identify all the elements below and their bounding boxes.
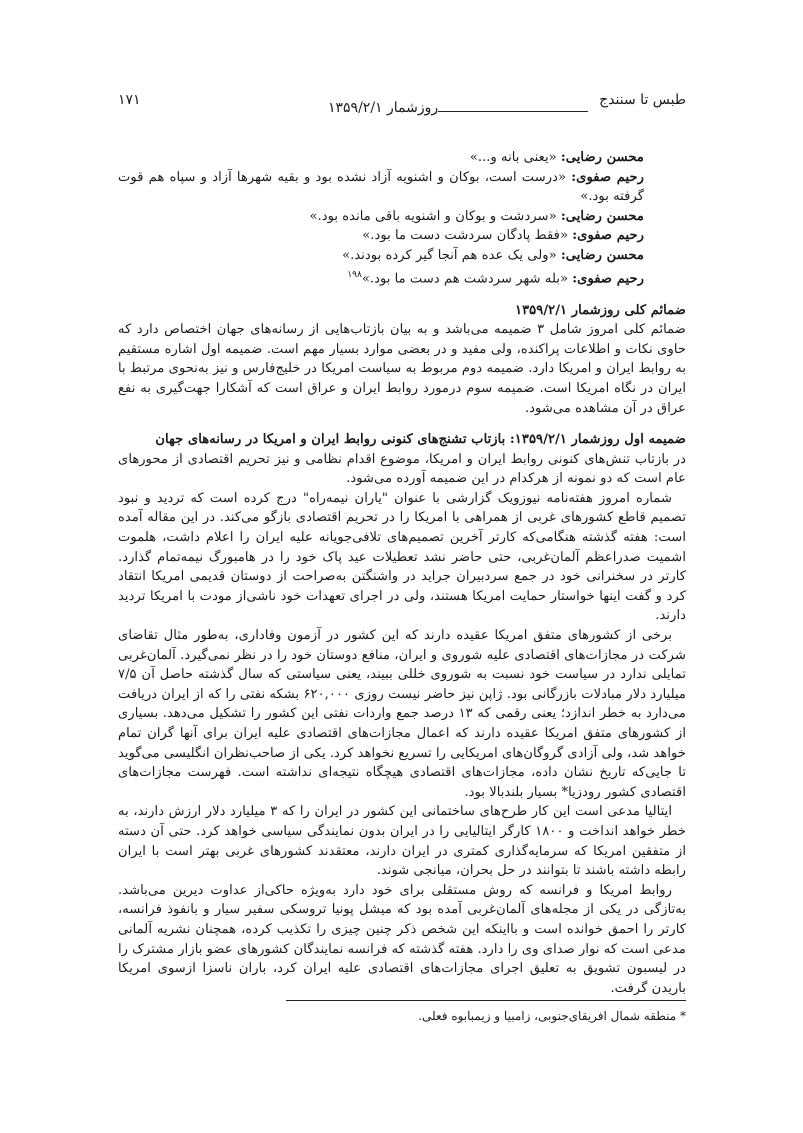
paragraph: برخی از کشورهای متفق امریکا عقیده دارند که این کشور در آزمون وفاداری، به‌طور مثال تقاضای شرکت در مجازات‌های اقتصادی علیه شوروی و ایران، منافع دوستان خود را در نظر نمی‌گیرد. آلمان‌غربی تمایلی ندارد در سیاست خود نسبت به شوروی خللی ببیند، یعنی سیاستی که سال گذشته حاصل آن ۷/۵ میلیارد دلار مبادلات بازرگانی بود. ژاپن نیز حاضر نیست روزی ۶۲۰,۰۰۰ بشکه نفتی را که از ایران دریافت می‌دارد به خطر اندازد؛ یعنی رقمی که ۱۳ درصد جمع واردات نفتی این کشور را تشکیل می‌دهد. بسیاری از کشورهای متفق امریکا عقیده دارند که اعمال مجازات‌های اقتصادی علیه ایران برای آنها گران تمام خواهد شد، ولی آزادی گروگان‌های امریکایی را تسریع نخواهد کرد. یکی از صاحب‌نظران انگلیسی می‌گوید تا جایی‌که تاریخ نشان داده، مجازات‌های اقتصادی هیچگاه نتیجه‌ای نداشته است. فهرست مجازات‌های اقتصادی کشور رودزیا* بسیار بلندبالا بود. <box>118 628 686 800</box>
section-paragraph: ضمائم کلی امروز شامل ۳ ضمیمه می‌باشد و به بیان بازتاب‌هایی از رسانه‌های جهان اختصاص دارد که حاوی نکات و اطلاعات پراکنده، ولی مفید و در بعضی موارد بسیار مهم است. ضمیمه اول اشاره مستقیم به روابط ایران و امریکا دارد. ضمیمه دوم مربوط به سیاست امریکا در خلیج‌فارس و نیز به‌نحوی مرتبط با ایران در نگاه امریکا است. ضمیمه سوم درمورد روابط ایران و عراق است که آشکارا جهت‌گیری به نفع عراق در آن مشاهده می‌شود. <box>118 322 686 416</box>
paragraph: شماره امروز هفته‌نامه نیوزویک گزارشی با عنوان "یاران نیمه‌راه" درج کرده است که تردید و نبود تصمیم قاطع کشورهای غربی از همراهی با امریکا را در تحریم اقتصادی بازگو می‌کند. در این مقاله آمده است: هفته گذشته هنگامی‌که کارتر آخرین تصمیم‌های تلافی‌جویانه علیه ایران را اعلام داشت، هلموت اشمیت صدراعظم آلمان‌غربی، حتی حاضر نشد تعطیلات عید پاک خود را در هامبورگ نیمه‌تمام گذارد. کارتر در سخنرانی خود در جمع سردبیران جراید در واشنگتن به‌صراحت از دوستان قدیمی امریکا انتقاد کرد و گفت اینها خواستار حمایت امریکا هستند، ولی در اجرای تعهدات خود ناشی‌از مودت با امریکا تردید دارند. <box>118 490 686 624</box>
footnote: * منطقه شمال افریقای‌جنوبی، زامبیا و زیمبابوه فعلی. <box>418 1009 686 1024</box>
note-reference: ۱۹۸ <box>347 269 362 280</box>
dialog-line <box>118 148 644 168</box>
speaker: رحیم صفوی: <box>572 228 644 244</box>
page-body <box>118 148 686 1027</box>
utterance: «ولی یک عده هم آنجا گیر کرده بودند.» <box>342 247 561 263</box>
utterance: «بله شهر سردشت هم دست ما بود.» <box>361 270 573 286</box>
page-header <box>118 92 686 120</box>
paragraph: روابط امریکا و فرانسه که روش مستقلی برای خود دارد به‌ویژه حاکی‌از عداوت دیرین می‌باشد. به‌تازگی در یکی از مجله‌های آلمان‌غربی آمده بود که میشل پونیا تروسکی سفیر سیار و بانفوذ فرانسه، کارتر را احمق خوانده است و بااینکه این شخص ذکر چنین چیزی را تکذیب کرده، همچنان نشریه آلمانی مدعی است که نوار صدای وی را دارد. هفته گذشته که فرانسه نمایندگان کشورهای عضو بازار مشترک را در لیسبون تشویق به تعلیق اجرای مجازات‌های اقتصادی علیه ایران کرد، باران ناسزا ازسوی امریکا باریدن گرفت. <box>117 882 686 996</box>
dialog-line <box>118 168 644 207</box>
dialog-line <box>118 246 644 266</box>
utterance: «درست است، بوکان و اشنویه آزاد نشده بود و بقیه شهرها آزاد و سپاه هم قوت گرفته بود.» <box>118 169 644 205</box>
dialog-block <box>118 148 644 289</box>
book-title: طبس تا سنندج <box>599 92 686 108</box>
speaker: محسن رضایی: <box>560 247 644 263</box>
header-rule <box>438 111 588 112</box>
appendix-heading: ضمیمه اول روزشمار ۱۳۵۹/۲/۱: بازتاب تشنج‌های کنونی روابط ایران و امریکا در رسانه‌های جهان <box>155 432 686 448</box>
footnote-rule <box>286 1000 686 1001</box>
dialog-line <box>118 207 644 227</box>
utterance: «یعنی بانه و...» <box>469 150 561 165</box>
paragraph: ایتالیا مدعی است این کار طرح‌های ساختمانی این کشور در ایران را که ۳ میلیارد دلار ارزش دارند، به خطر خواهد انداخت و ۱۸۰۰ کارگر ایتالیایی را در ایران بدون نمایندگی سیاسی خواهد کرد. حتی آن دسته از متفقین امریکا که سرمایه‌گذاری کمتری در ایران دارند، معتقدند کشورهای غربی بهتر است با ایران رابطه داشته باشند تا بتوانند در حل بحران، میانجی شوند. <box>118 804 686 879</box>
utterance: «سردشت و بوکان و اشنویه باقی مانده بود.» <box>309 208 561 224</box>
paragraph: در بازتاب تنش‌های کنونی روابط ایران و امریکا، موضوع اقدام نظامی و نیز تحریم اقتصادی از محورهای عام است که دو نمونه از هرکدام در این ضمیمه آورده می‌شود. <box>118 451 686 487</box>
speaker: محسن رضایی: <box>560 150 644 165</box>
speaker: محسن رضایی: <box>560 208 644 224</box>
utterance: «فقط پادگان سردشت دست ما بود.» <box>362 228 573 244</box>
speaker: رحیم صفوی: <box>571 169 644 185</box>
speaker: رحیم صفوی: <box>572 270 644 286</box>
page-number: ۱۷۱ <box>118 92 141 108</box>
dialog-line <box>118 266 644 289</box>
dialog-line <box>118 226 644 246</box>
section-heading: ضمائم کلی روزشمار ۱۳۵۹/۲/۱ <box>514 302 686 318</box>
diary-label: روزشمار ۱۳۵۹/۲/۱ <box>328 100 439 116</box>
